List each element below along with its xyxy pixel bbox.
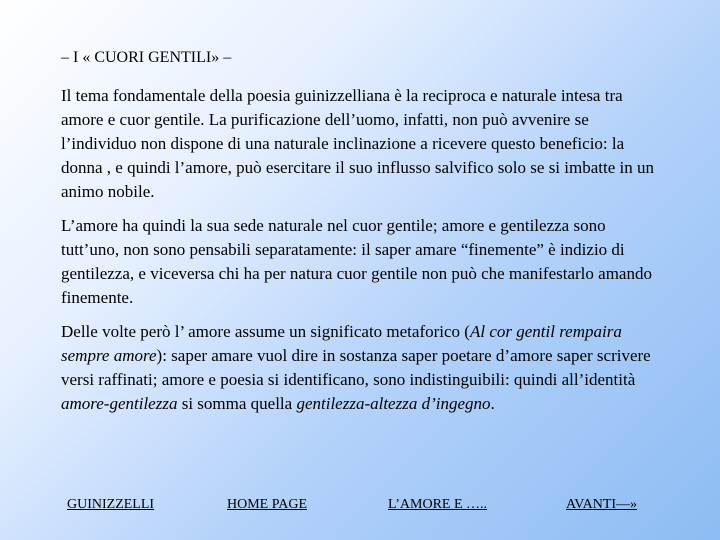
paragraph-1: Il tema fondamentale della poesia guinizzelliana è la reciproca e naturale intesa tra amore e cuor gentile. La purificazione dell’uomo, infatti, non può avvenire se l’individuo non dispone di una naturale inclinazione a ricevere questo beneficio: la donna , e quindi l’amore, può esercitare il suo influsso salvifico solo se si imbatte in un animo nobile. (61, 86, 654, 201)
paragraph-3-text-1: Delle volte però l’ amore assume un significato metaforico ( (61, 322, 470, 341)
paragraph-2: L’amore ha quindi la sua sede naturale nel cuor gentile; amore e gentilezza sono tutt’uno, non sono pensabili separatamente: il saper amare “finemente” è indizio di gentilezza, e viceversa chi ha per natura cuor gentile non può che manifestarlo amando finemente. (61, 216, 652, 307)
nav-link-avanti[interactable]: AVANTI—» (566, 497, 638, 512)
paragraph-3-italic-gentilezza-altezza: gentilezza-altezza d’ingegno (296, 394, 491, 413)
paragraph-3-text-4: . (490, 394, 495, 413)
content-body (61, 84, 661, 426)
paragraph-3-italic-amore-gentilezza: amore-gentilezza (61, 394, 178, 413)
paragraph-3-italic-quote: Al cor gentil rempaira sempre amore (61, 322, 622, 365)
nav-link-guinizzelli[interactable]: GUINIZZELLI (67, 497, 155, 512)
nav-link-home-page[interactable]: HOME PAGE (227, 497, 307, 512)
page-title: – I « CUORI GENTILI» – (61, 49, 232, 66)
nav-link-amore[interactable]: L’AMORE E ….. (388, 497, 488, 512)
paragraph-3-text-3: si somma quella (177, 394, 297, 413)
paragraph-3-text-2: ): saper amare vuol dire in sostanza saper poetare d’amore saper scrivere versi raffinati; amore e poesia si identificano, sono indistinguibili: quindi all’identità (61, 346, 651, 389)
bottom-navigation (0, 496, 720, 516)
paragraph-3 (61, 320, 661, 416)
